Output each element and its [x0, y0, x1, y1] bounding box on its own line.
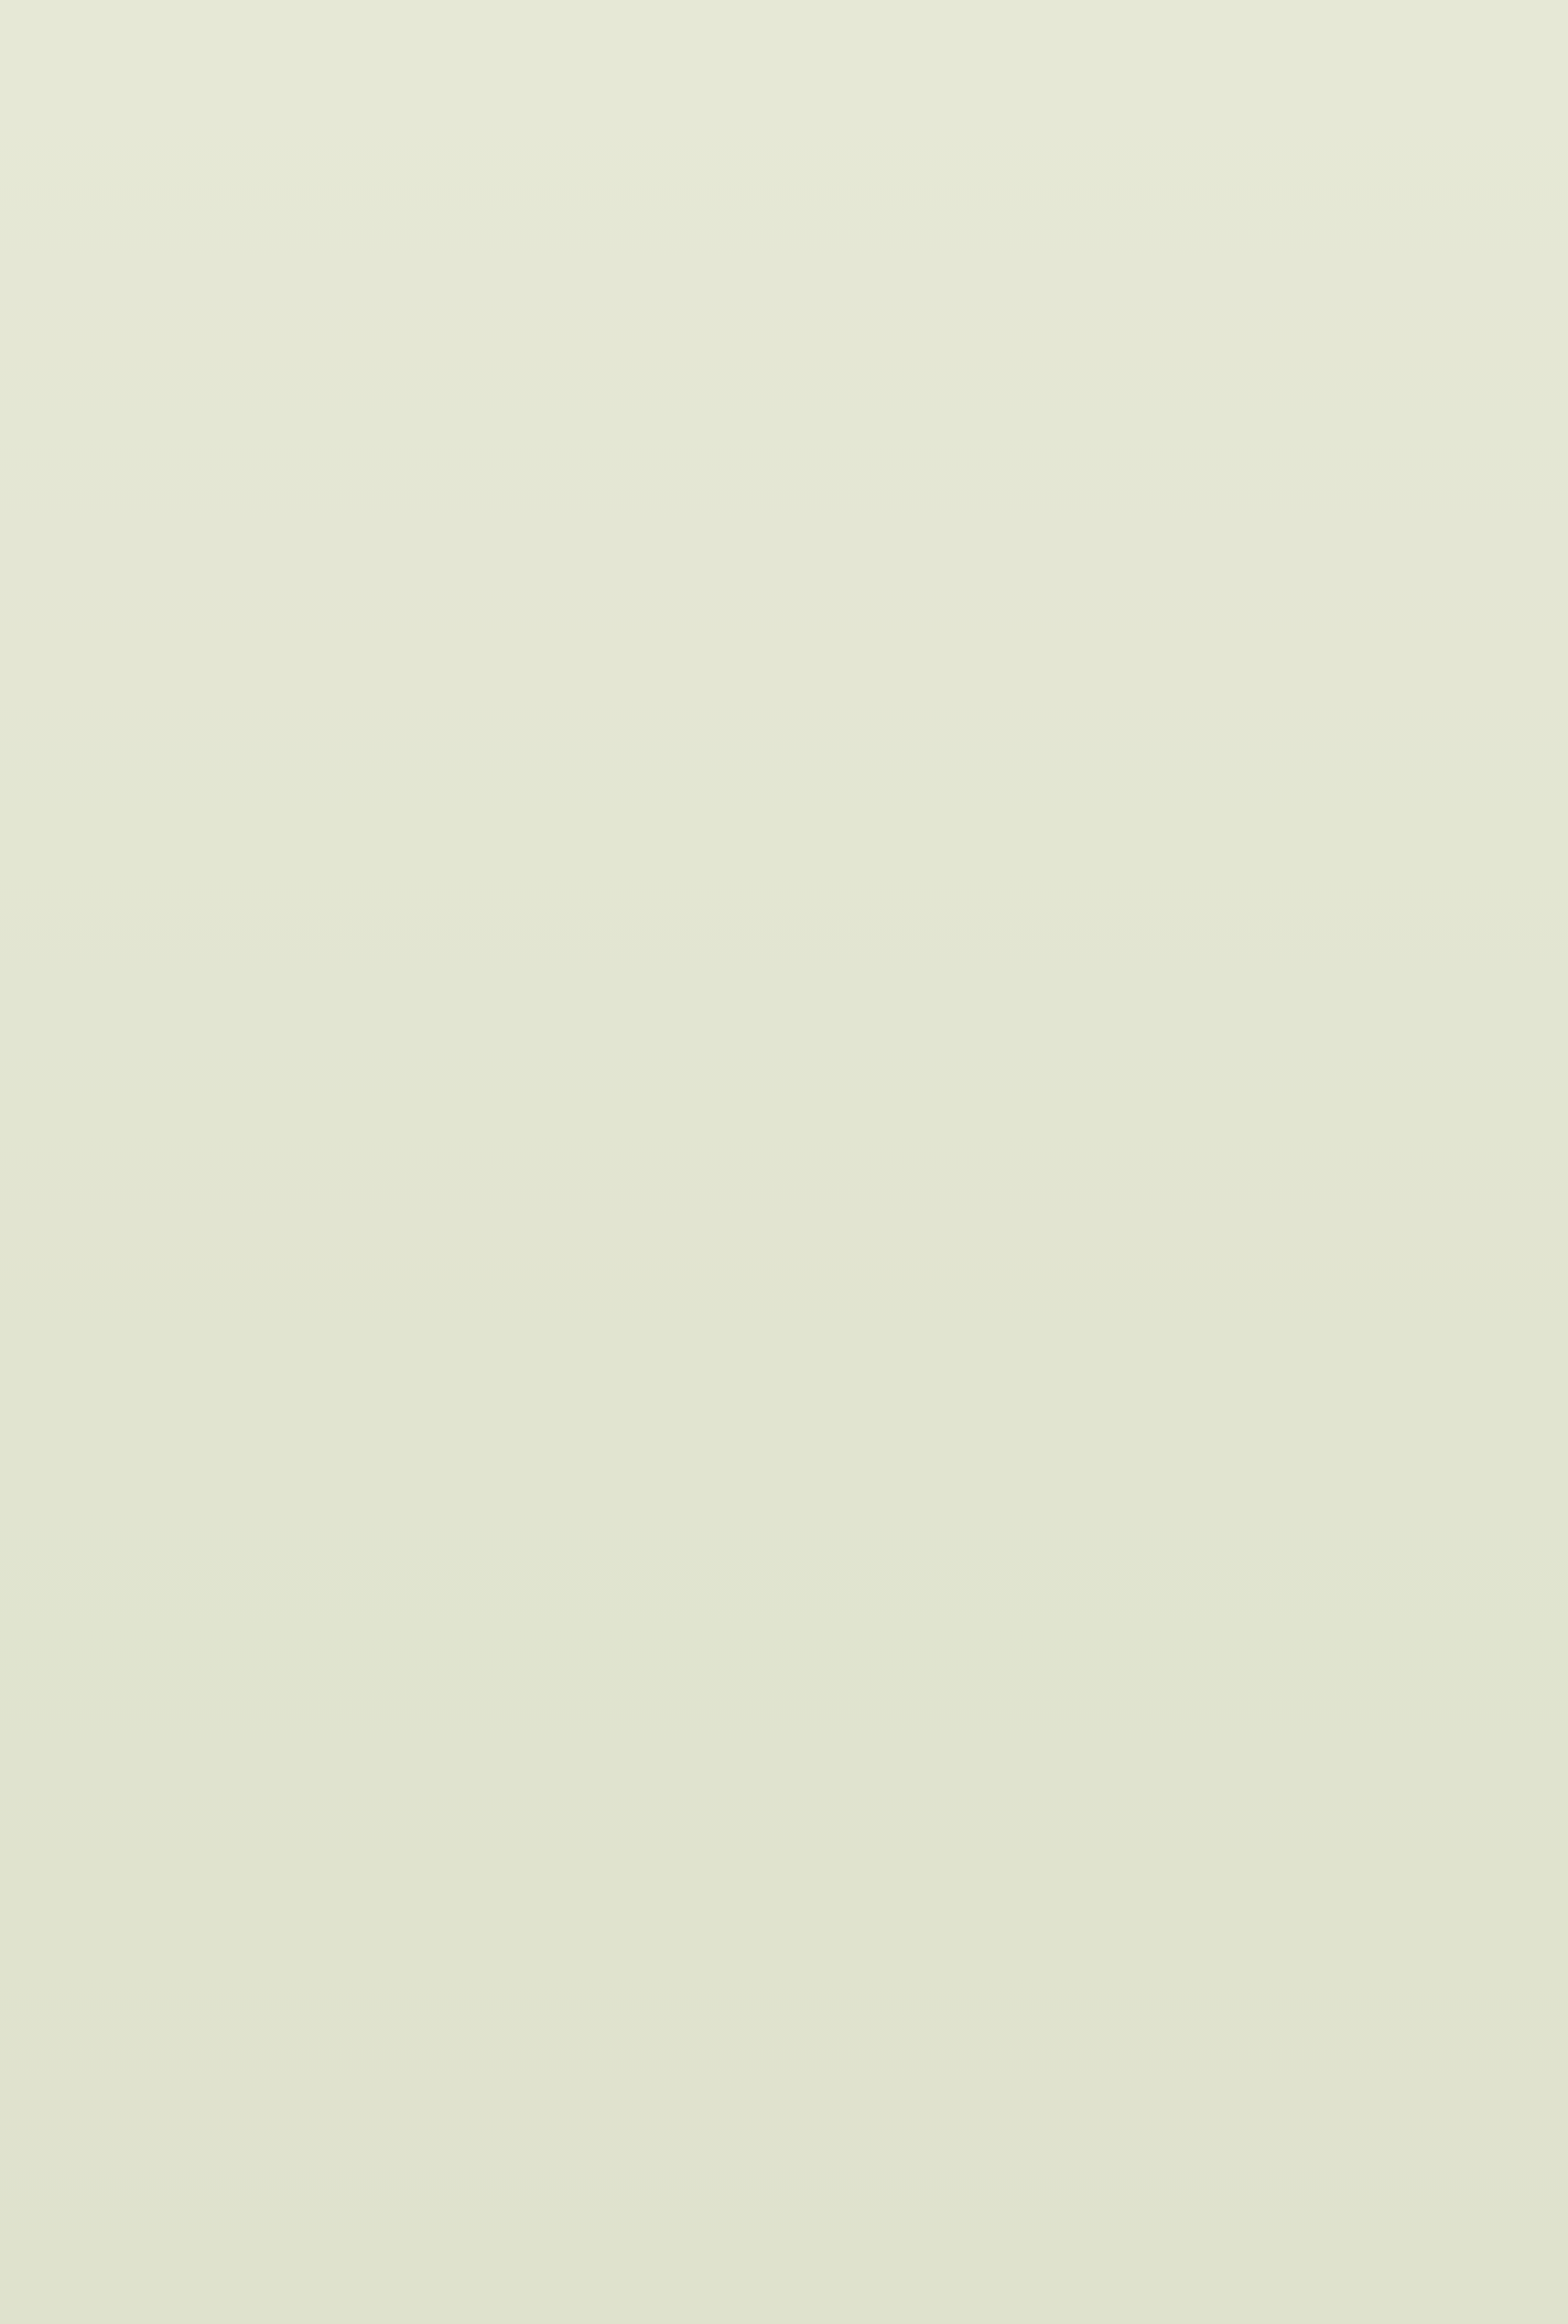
body-text	[92, 137, 1446, 174]
